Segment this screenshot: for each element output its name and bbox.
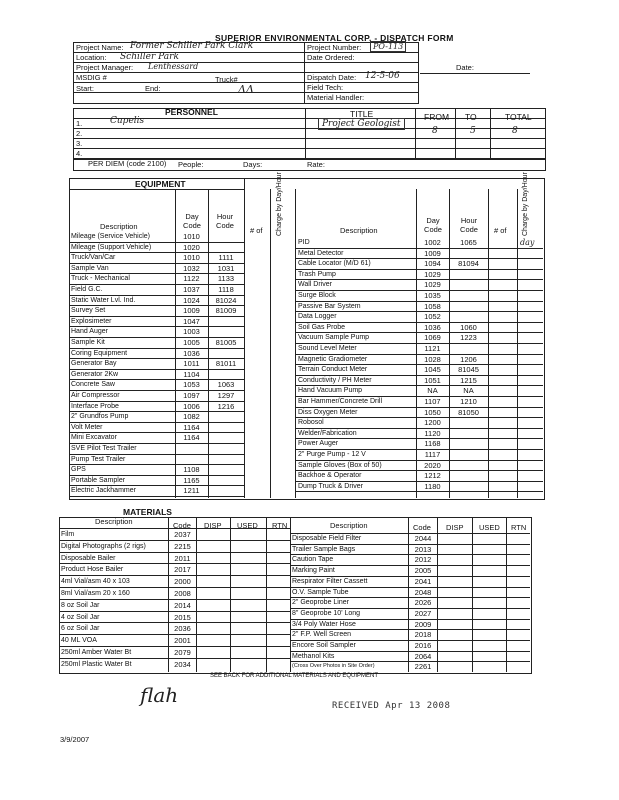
eq-right-day[interactable]: 1002 <box>424 238 441 247</box>
eq-left-desc: Electric Jackhammer <box>71 487 136 495</box>
eq-left-day[interactable]: 1011 <box>183 359 200 369</box>
eq-left-desc: 2" Grundfos Pump <box>71 413 129 421</box>
eq-right-day[interactable]: 1107 <box>424 397 441 406</box>
eq-left-desc: Generator 2Kw <box>71 370 119 378</box>
mat-left-code[interactable]: 2001 <box>174 636 191 646</box>
eq-right-desc: Conductivity / PH Meter <box>298 376 372 384</box>
eq-left-desc: Coring Equipment <box>71 349 128 357</box>
mat-left-code[interactable]: 2000 <box>174 577 191 587</box>
eq-right-day[interactable]: 1051 <box>424 375 441 385</box>
personnel-total-heading: TOTAL <box>505 112 532 122</box>
eq-right-day[interactable]: 1069 <box>424 333 441 343</box>
truck-label: Truck# <box>215 75 238 84</box>
eq-right-desc: Backhoe & Operator <box>298 472 362 480</box>
eq-left-desc: SVE Pilot Test Trailer <box>71 445 137 452</box>
eq-right-desc: Bar Hammer/Concrete Drill <box>298 398 383 405</box>
project-manager-value[interactable]: Lenthessard <box>148 62 199 71</box>
eq-col-desc-left: Description <box>100 222 138 231</box>
eq-right-desc: Dump Truck & Driver <box>298 482 363 490</box>
eq-left-day[interactable]: 1005 <box>183 338 200 347</box>
location-value[interactable]: Schiller Park <box>120 52 179 62</box>
mat-right-desc: Disposable Field Filter <box>292 535 362 542</box>
eq-right-desc: Surge Block <box>298 292 336 299</box>
eq-right-day[interactable]: 1036 <box>424 322 441 332</box>
eq-right-desc: Soil Gas Probe <box>298 323 346 331</box>
mat-left-desc: Disposable Bailer <box>61 554 116 562</box>
eq-right-day[interactable]: 1180 <box>424 481 441 491</box>
eq-right-desc: Terrain Conduct Meter <box>298 366 368 374</box>
equipment-heading: EQUIPMENT <box>135 179 186 189</box>
mat-left-desc: Film <box>61 531 75 538</box>
eq-left-day[interactable]: 1010 <box>183 253 200 263</box>
mat-left-rule <box>59 658 290 659</box>
mat-right-code[interactable]: 2044 <box>414 534 432 543</box>
eq-right-desc: Trash Pump <box>298 270 336 278</box>
eq-right-desc: PID <box>298 239 310 246</box>
mat-right-code[interactable]: 2016 <box>414 641 432 650</box>
mat-left-rule <box>59 552 290 553</box>
mat-right-desc: 2" F.P. Well Screen <box>292 631 352 639</box>
eq-left-desc: Field G.C. <box>71 286 103 293</box>
eq-right-day[interactable]: 1045 <box>424 365 441 375</box>
mat-left-desc: 8 oz Soil Jar <box>61 601 100 609</box>
mat-left-rule <box>59 611 290 612</box>
mat-left-code[interactable]: 2034 <box>174 659 191 669</box>
mat-col-used-left: USED <box>237 521 258 530</box>
eq-right-day[interactable]: 1035 <box>424 291 441 300</box>
mat-right-desc: Methanol Kits <box>292 652 335 660</box>
eq-left-rule <box>69 496 244 497</box>
mat-right-desc: 8" Geoprobe 10' Long <box>292 609 361 617</box>
eq-right-desc: Data Logger <box>298 313 337 321</box>
mat-col-desc-left: Description <box>95 517 133 526</box>
mat-left-code[interactable]: 2008 <box>174 589 191 598</box>
eq-right-desc: Passive Bar System <box>298 302 361 310</box>
eq-right-hour[interactable]: 1223 <box>460 333 477 343</box>
start-label: Start: <box>76 84 94 93</box>
mat-right-code[interactable]: 2005 <box>414 566 432 576</box>
eq-col-day-right: Day Code <box>424 216 442 234</box>
signature: flah <box>140 683 179 707</box>
mat-left-desc: 6 oz Soil Jar <box>61 625 100 633</box>
personnel-title-heading: TITLE <box>350 109 374 119</box>
mat-left-rule <box>59 622 290 623</box>
project-name-value[interactable]: Former Schiller Park Clark <box>130 41 254 51</box>
eq-left-desc: Truck - Mechanical <box>71 275 130 283</box>
eq-right-desc: Power Auger <box>298 440 339 448</box>
mat-right-desc: Trailer Sample Bags <box>292 545 356 553</box>
mat-left-code[interactable]: 2079 <box>174 648 191 657</box>
eq-left-hour[interactable]: 81024 <box>215 295 237 305</box>
msdig-label: MSDIG # <box>76 73 107 82</box>
eq-right-desc: Sample Gloves (Box of 50) <box>298 461 382 469</box>
mat-col-disp-left: DISP <box>204 521 222 530</box>
mat-right-desc: Caution Tape <box>292 556 334 564</box>
mat-col-rtn-left: RTN <box>272 521 288 530</box>
mat-left-code[interactable]: 2015 <box>174 612 191 622</box>
mat-left-code[interactable]: 2017 <box>174 565 191 575</box>
project-number-label: Project Number: <box>307 43 362 52</box>
personnel-heading: PERSONNEL <box>165 107 218 117</box>
location-label: Location: <box>76 53 107 62</box>
eq-right-desc: Cable Locator (M/D 61) <box>298 260 371 268</box>
eq-left-day[interactable]: 1037 <box>183 285 200 294</box>
personnel-to-heading: TO <box>465 112 477 122</box>
eq-right-hour[interactable]: 81094 <box>458 259 479 269</box>
eq-right-day[interactable]: 1120 <box>424 428 441 438</box>
personnel-row-title-1[interactable]: Project Geologist <box>318 118 405 130</box>
mat-right-desc: 2" Geoprobe Liner <box>292 599 349 607</box>
mat-left-desc: 4ml Vial/asm 40 x 103 <box>61 578 130 586</box>
mat-left-rule <box>59 528 290 529</box>
mat-right-code[interactable]: 2018 <box>414 630 432 640</box>
eq-left-desc: Hand Auger <box>71 328 108 336</box>
personnel-row-from-1[interactable]: 8 <box>432 126 438 136</box>
end-label: End: <box>145 84 161 93</box>
days-label: Days: <box>243 160 263 169</box>
eq-left-rule <box>69 464 244 465</box>
mat-right-desc: 3/4 Poly Water Hose <box>292 620 356 628</box>
eq-left-day[interactable]: 1006 <box>183 401 200 411</box>
eq-right-day[interactable]: 1009 <box>424 248 441 258</box>
eq-right-desc: 2" Purge Pump - 12 V <box>298 451 366 458</box>
eq-right-day[interactable]: 1200 <box>424 418 441 428</box>
eq-left-desc: Mileage (Support Vehicle) <box>71 243 152 251</box>
eq-right-hour[interactable]: 1206 <box>460 354 477 364</box>
eq-col-hour-left: Hour Code <box>216 212 234 230</box>
eq-right-desc: Vacuum Sample Pump <box>298 334 370 342</box>
eq-left-hour[interactable]: 1133 <box>217 274 235 284</box>
eq-right-day[interactable]: 1028 <box>424 354 441 364</box>
project-number-value[interactable]: PO-113 <box>370 41 406 52</box>
mat-left-desc: 40 ML VOA <box>61 637 97 645</box>
eq-charge-note: day <box>520 238 535 247</box>
eq-left-hour[interactable]: 1031 <box>217 263 235 273</box>
eq-col-day-left: Day Code <box>183 212 201 230</box>
eq-left-day[interactable]: 1211 <box>183 486 200 496</box>
form-title: SUPERIOR ENVIRONMENTAL CORP. - DISPATCH FORM <box>215 33 454 43</box>
mat-left-rule <box>59 575 290 576</box>
eq-left-day[interactable]: 1104 <box>183 369 200 379</box>
eq-right-hour[interactable]: 1065 <box>460 238 477 247</box>
eq-right-day[interactable]: 1052 <box>424 312 441 322</box>
eq-right-hour[interactable]: 1060 <box>460 322 477 332</box>
mat-col-code-right: Code <box>413 523 431 532</box>
personnel-row-num-1: 1. <box>76 119 83 128</box>
eq-left-desc: GPS <box>71 466 86 474</box>
eq-left-day[interactable]: 1010 <box>183 232 200 241</box>
date-ordered-label: Date Ordered: <box>307 53 355 62</box>
eq-left-hour[interactable]: 1063 <box>217 380 235 390</box>
eq-col-num-left: # of <box>250 226 263 235</box>
eq-left-day[interactable]: 1164 <box>183 433 200 443</box>
eq-left-desc: Interface Probe <box>71 402 119 410</box>
eq-left-day[interactable]: 1036 <box>183 348 200 358</box>
eq-left-day[interactable]: 1097 <box>183 391 200 400</box>
mat-left-desc: Product Hose Bailer <box>61 566 124 574</box>
eq-left-day[interactable]: 1082 <box>183 412 200 422</box>
personnel-row-name-1[interactable]: Cupelis <box>110 116 145 126</box>
eq-right-desc: Metal Detector <box>298 249 344 257</box>
mat-right-code[interactable]: 2027 <box>414 608 432 618</box>
eq-left-desc: Portable Sampler <box>71 476 126 484</box>
eq-right-hour[interactable]: NA <box>463 386 474 396</box>
mat-col-rtn-right: RTN <box>511 523 527 532</box>
mat-right-code[interactable]: 2026 <box>414 598 432 608</box>
eq-left-hour[interactable]: 1216 <box>217 401 235 411</box>
mat-left-desc: 4 oz Soil Jar <box>61 613 100 621</box>
mat-left-desc: 250ml Amber Water Bt <box>61 649 132 656</box>
eq-right-desc: Sound Level Meter <box>298 345 357 352</box>
eq-right-desc: Diss Oxygen Meter <box>298 408 358 416</box>
eq-left-hour[interactable]: 81005 <box>215 338 237 347</box>
mat-left-rule <box>59 587 290 588</box>
rate-label: Rate: <box>307 160 325 169</box>
materials-heading: MATERIALS <box>123 507 172 517</box>
project-manager-label: Project Manager: <box>76 63 134 72</box>
eq-col-charge-right: Charge by Day/Hour <box>522 172 529 236</box>
mat-right-code[interactable]: 2013 <box>414 544 432 554</box>
mat-right-desc: O.V. Sample Tube <box>292 588 349 596</box>
mat-left-rule <box>59 634 290 635</box>
eq-left-desc: Volt Meter <box>71 423 103 431</box>
eq-left-day[interactable]: 1009 <box>183 306 200 316</box>
received-stamp: RECEIVED Apr 13 2008 <box>332 701 451 711</box>
mat-left-rule <box>59 646 290 647</box>
eq-left-day[interactable]: 1164 <box>183 422 200 432</box>
mat-col-disp-right: DISP <box>446 523 464 532</box>
footer-left-date: 3/9/2007 <box>60 735 90 744</box>
mat-left-code[interactable]: 2215 <box>174 541 191 551</box>
eq-right-day[interactable]: 1117 <box>424 450 441 459</box>
mat-right-code[interactable]: 2012 <box>414 555 432 565</box>
eq-left-day[interactable]: 1003 <box>183 327 200 337</box>
eq-left-desc: Static Water Lvl. Ind. <box>71 296 136 304</box>
mat-left-code[interactable]: 2036 <box>174 624 191 634</box>
eq-col-charge-left: Charge by Day/Hour <box>276 172 283 236</box>
eq-right-day[interactable]: 1121 <box>424 344 441 353</box>
eq-left-desc: Concrete Saw <box>71 381 115 389</box>
eq-right-desc: Wall Driver <box>298 281 332 289</box>
personnel-row-to-1[interactable]: 5 <box>470 126 476 136</box>
eq-right-day[interactable]: 1029 <box>424 280 441 290</box>
initials-mark: ΔΛ <box>238 83 254 96</box>
eq-left-desc: Explosimeter <box>71 317 112 325</box>
mat-right-code[interactable]: 2048 <box>414 587 432 597</box>
dispatch-date-label: Dispatch Date: <box>307 73 357 82</box>
mat-left-rule <box>59 563 290 564</box>
eq-left-hour[interactable]: 1118 <box>218 285 234 294</box>
eq-left-day[interactable]: 1024 <box>183 295 200 305</box>
eq-left-day[interactable]: 1108 <box>183 465 200 475</box>
mat-right-desc: Encore Soil Sampler <box>292 642 356 649</box>
eq-left-day[interactable]: 1053 <box>183 380 200 390</box>
eq-right-day[interactable]: 2020 <box>424 460 441 470</box>
eq-left-day[interactable]: 1032 <box>183 263 200 273</box>
eq-left-hour[interactable]: 81011 <box>215 359 237 369</box>
mat-right-code[interactable]: 2261 <box>414 662 432 672</box>
eq-col-desc-right: Description <box>340 226 378 235</box>
eq-col-num-right: # of <box>494 226 507 235</box>
eq-right-day[interactable]: 1094 <box>424 259 441 269</box>
eq-right-day[interactable]: 1168 <box>424 439 441 449</box>
mat-col-desc-right: Description <box>330 521 368 530</box>
mat-left-desc: Digital Photographs (2 rigs) <box>61 542 146 550</box>
dispatch-date-value[interactable]: 12-5-06 <box>365 71 400 81</box>
eq-left-desc: Survey Set <box>71 307 106 315</box>
eq-left-desc: Truck/Van/Car <box>71 254 116 262</box>
eq-left-day[interactable]: 1122 <box>183 274 200 284</box>
eq-right-day[interactable]: 1050 <box>424 407 441 417</box>
eq-right-day[interactable]: NA <box>427 386 438 396</box>
mat-right-code[interactable]: 2009 <box>414 619 432 629</box>
mat-left-desc: 250ml Plastic Water Bt <box>61 660 132 668</box>
mat-right-code[interactable]: 2064 <box>414 651 432 661</box>
eq-left-desc: Mini Excavator <box>71 434 117 442</box>
eq-right-hour[interactable]: 1215 <box>460 375 477 385</box>
mat-left-code[interactable]: 2037 <box>174 530 191 539</box>
mat-left-code[interactable]: 2014 <box>174 600 191 610</box>
mat-right-desc: Marking Paint <box>292 567 335 575</box>
eq-right-day[interactable]: 1029 <box>424 269 441 279</box>
personnel-row-num-2: 2. <box>76 129 83 138</box>
mat-col-used-right: USED <box>479 523 500 532</box>
personnel-row-num-3: 3. <box>76 139 83 148</box>
eq-right-rule <box>295 491 543 492</box>
eq-right-hour[interactable]: 81045 <box>458 365 479 375</box>
mat-left-rule <box>59 599 290 600</box>
eq-left-desc: Pump Test Trailer <box>71 455 126 463</box>
mat-right-desc: (Cross Over Photos in Site Order) <box>292 663 375 670</box>
materials-note: SEE BACK FOR ADDITIONAL MATERIALS AND EQUIPMENT <box>210 673 379 679</box>
eq-right-hour[interactable]: 81050 <box>458 407 479 417</box>
eq-right-desc: Magnetic Gradiometer <box>298 355 368 363</box>
eq-left-desc: Generator Bay <box>71 360 117 368</box>
personnel-row-num-4: 4. <box>76 149 83 158</box>
field-tech-label: Field Tech: <box>307 83 344 92</box>
mat-right-code[interactable]: 2041 <box>414 576 432 586</box>
date-label: Date: <box>456 63 474 72</box>
mat-right-desc: Respirator Filter Cassett <box>292 577 368 585</box>
per-diem-label: PER DIEM (code 2100) <box>88 159 167 168</box>
eq-left-desc: Air Compressor <box>71 392 120 399</box>
eq-right-day[interactable]: 1058 <box>424 301 441 311</box>
eq-left-desc: Sample Van <box>71 264 109 272</box>
people-label: People: <box>178 160 204 169</box>
eq-left-hour[interactable]: 1111 <box>218 253 234 263</box>
eq-right-desc: Robosol <box>298 419 324 427</box>
eq-right-day[interactable]: 1212 <box>424 471 441 481</box>
eq-col-hour-right: Hour Code <box>460 216 478 234</box>
eq-right-hour[interactable]: 1210 <box>460 397 477 406</box>
eq-left-day[interactable]: 1047 <box>183 316 200 326</box>
eq-left-hour[interactable]: 81009 <box>215 306 237 316</box>
eq-left-desc: Mileage (Service Vehicle) <box>71 233 150 240</box>
material-handler-label: Material Handler: <box>307 93 365 102</box>
mat-left-desc: 8ml Vial/asm 20 x 160 <box>61 590 130 597</box>
eq-left-hour[interactable]: 1297 <box>217 391 235 400</box>
eq-left-desc: Sample Kit <box>71 339 105 346</box>
personnel-row-total-1[interactable]: 8 <box>512 126 518 136</box>
eq-right-desc: Hand Vacuum Pump <box>298 387 363 395</box>
mat-col-code-left: Code <box>173 521 191 530</box>
eq-left-day[interactable]: 1020 <box>183 242 200 252</box>
mat-left-rule <box>59 540 290 541</box>
personnel-from-heading: FROM <box>424 112 450 122</box>
project-name-label: Project Name: <box>76 43 124 52</box>
mat-left-code[interactable]: 2011 <box>174 553 191 563</box>
eq-right-desc: Welder/Fabrication <box>298 429 357 437</box>
eq-left-day[interactable]: 1165 <box>183 475 200 485</box>
